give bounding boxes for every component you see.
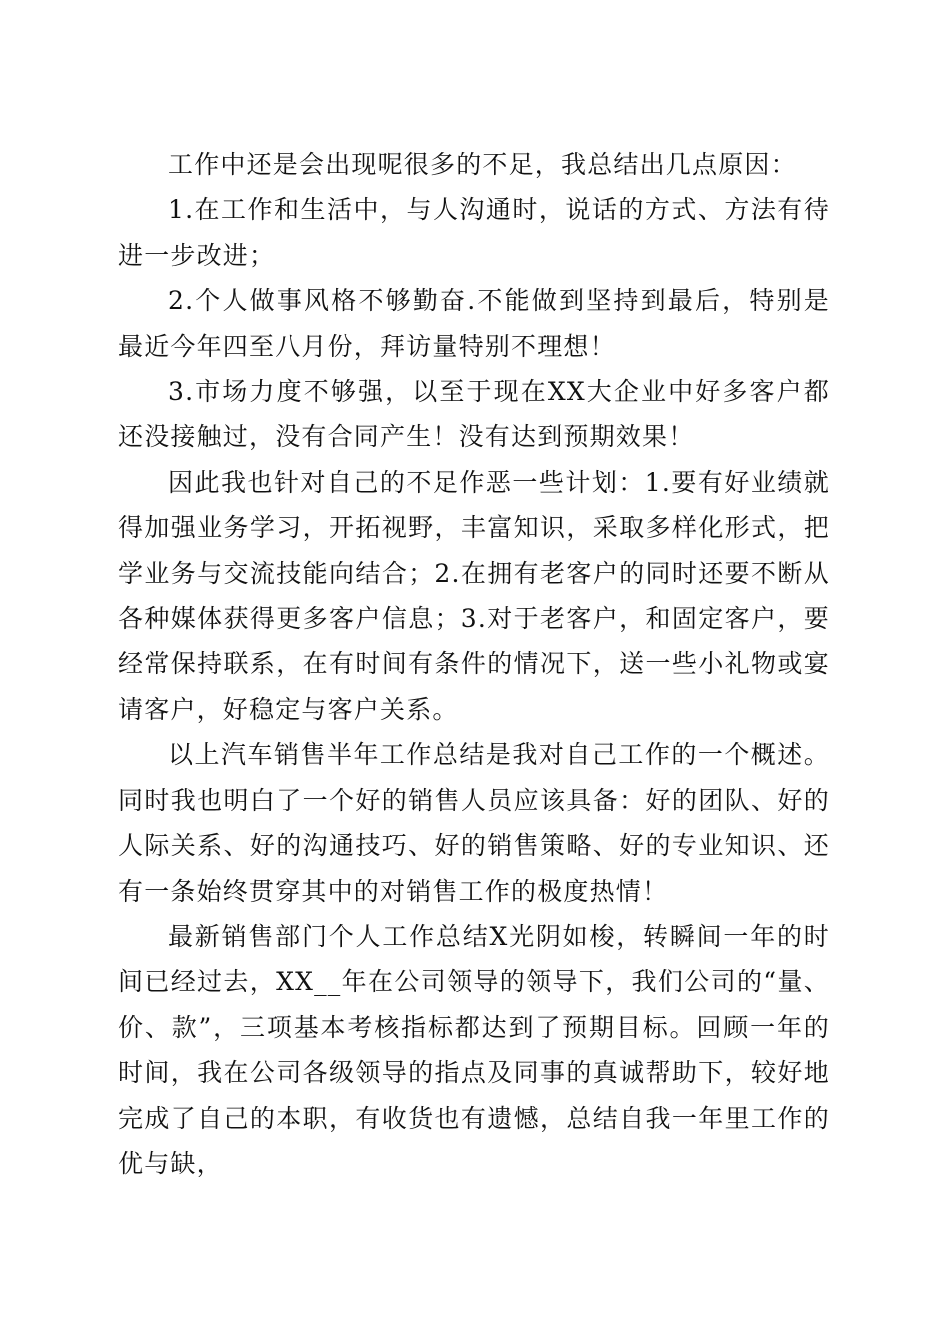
paragraph-summary: 以上汽车销售半年工作总结是我对自己工作的一个概述。同时我也明白了一个好的销售人员应该具备：好的团队、好的人际关系、好的沟通技巧、好的销售策略、好的专业知识、还有一条始终贯穿其中的对销售工作的极度热情！ <box>118 740 830 906</box>
paragraph-cause-2: 2.个人做事风格不够勤奋.不能做到坚持到最后，特别是最近今年四至八月份，拜访量特别不理想！ <box>118 286 830 361</box>
paragraph-plans: 因此我也针对自己的不足作恶一些计划：1.要有好业绩就得加强业务学习，开拓视野，丰富知识，采取多样化形式，把学业务与交流技能向结合；2.在拥有老客户的同时还要不断从各种媒体获得更多客户信息；3.对于老客户，和固定客户，要经常保持联系，在有时间有条件的情况下，送一些小礼物或宴请客户，好稳定与客户关系。 <box>118 467 830 724</box>
document-body <box>118 142 830 1186</box>
paragraph-causes-intro: 工作中还是会出现呢很多的不足，我总结出几点原因： <box>168 150 797 179</box>
paragraph-annual-review: 最新销售部门个人工作总结X光阴如梭，转瞬间一年的时间已经过去，XX__年在公司领导的领导下，我们公司的“量、价、款”，三项基本考核指标都达到了预期目标。回顾一年的时间，我在公司各级领导的指点及同事的真诚帮助下，较好地完成了自己的本职，有收货也有遗憾，总结自我一年里工作的优与缺， <box>118 921 830 1178</box>
paragraph-cause-3: 3.市场力度不够强，以至于现在XX大企业中好多客户都还没接触过，没有合同产生！没有达到预期效果！ <box>118 377 830 452</box>
paragraph-cause-1: 1.在工作和生活中，与人沟通时，说话的方式、方法有待进一步改进； <box>118 195 830 270</box>
